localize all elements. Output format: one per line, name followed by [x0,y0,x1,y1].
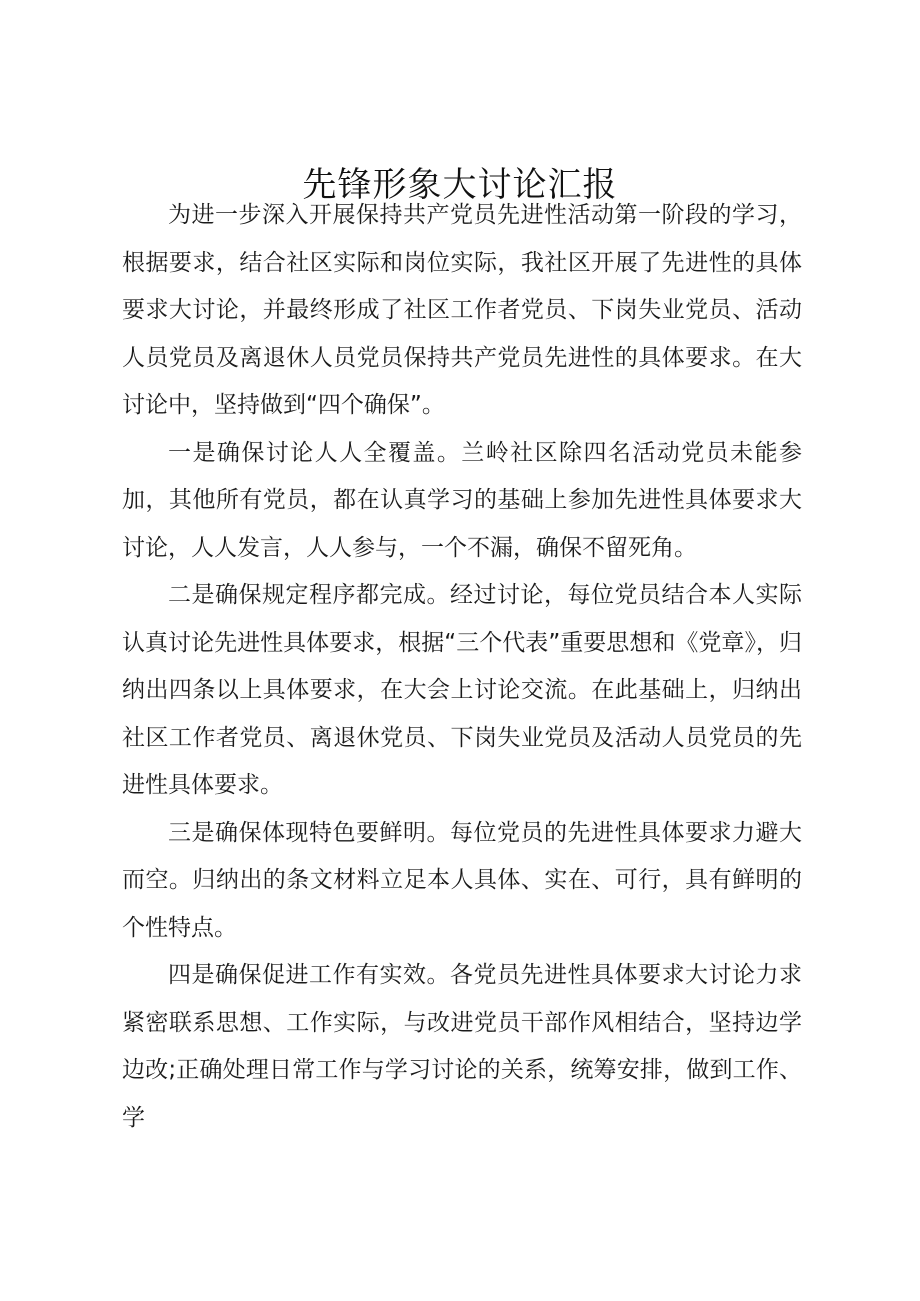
paragraph-point-3: 三是确保体现特色要鲜明。每位党员的先进性具体要求力避大而空。归纳出的条文材料立足本人具体、实在、可行，具有鲜明的个性特点。 [122,819,802,941]
paragraph-point-1: 一是确保讨论人人全覆盖。兰岭社区除四名活动党员未能参加，其他所有党员，都在认真学习的基础上参加先进性具体要求大讨论，人人发言，人人参与，一个不漏，确保不留死角。 [122,439,802,561]
paragraph-point-4: 四是确保促进工作有实效。各党员先进性具体要求大讨论力求紧密联系思想、工作实际，与改进党员干部作风相结合，坚持边学边改;正确处理日常工作与学习讨论的关系，统筹安排，做到工作、学 [122,962,802,1131]
paragraph-point-2: 二是确保规定程序都完成。经过讨论，每位党员结合本人实际认真讨论先进性具体要求，根据“三个代表”重要思想和《党章》，归纳出四条以上具体要求，在大会上讨论交流。在此基础上，归纳出社区工作者党员、离退休党员、下岗失业党员及活动人员党员的先进性具体要求。 [122,582,802,798]
document-body [122,192,802,1142]
paragraph-intro: 为进一步深入开展保持共产党员先进性活动第一阶段的学习，根据要求，结合社区实际和岗位实际，我社区开展了先进性的具体要求大讨论，并最终形成了社区工作者党员、下岗失业党员、活动人员党员及离退休人员党员保持共产党员先进性的具体要求。在大讨论中，坚持做到“四个确保”。 [122,202,802,418]
document-title: 先锋形象大讨论汇报 [302,165,618,205]
